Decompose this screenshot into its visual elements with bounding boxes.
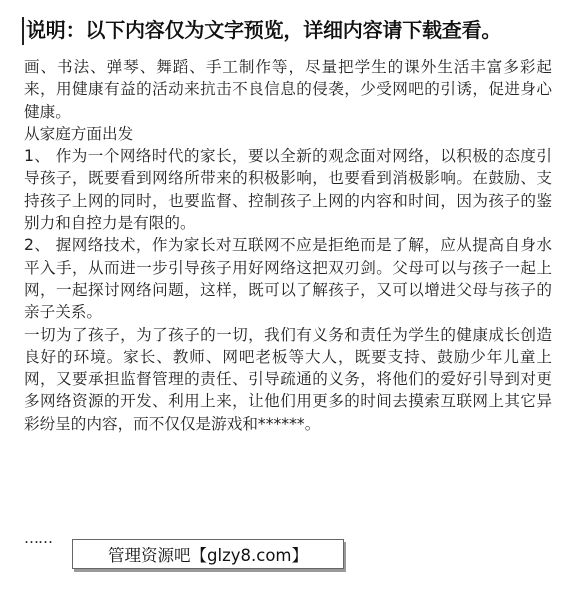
paragraph-point-1: 1、 作为一个网络时代的家长，要以全新的观念面对网络，以积极的态度引导孩子，既要看到网络所带来的积极影响，也要看到消极影响。在鼓励、支持孩子上网的同时，也要监督、控制孩子上网的内容和时间，因为孩子的鉴别力和自控力是有限的。 bbox=[24, 147, 552, 233]
text-cursor bbox=[22, 17, 24, 45]
ellipsis-dots: …… bbox=[24, 529, 52, 547]
paragraph-conclusion: 一切为了孩子，为了孩子的一切，我们有义务和责任为学生的健康成长创造良好的环境。家长、教师、网吧老板等大人，既要支持、鼓励少年儿童上网，又要承担监督管理的责任、引导疏通的义务，将他们的爱好引导到对更多网络资源的开发、利用上来，让他们用更多的时间去摸索互联网上其它异彩纷呈的内容，而不仅仅是游戏和******。 bbox=[24, 325, 552, 433]
section-heading-family: 从家庭方面出发 bbox=[24, 124, 134, 143]
document-body bbox=[24, 56, 552, 435]
site-source-label: 管理资源吧【glzy8.com】 bbox=[72, 539, 344, 569]
preview-notice: 说明：以下内容仅为文字预览，详细内容请下载查看。 bbox=[26, 18, 502, 42]
paragraph-intro: 画、书法、弹琴、舞蹈、手工制作等，尽量把学生的课外生活丰富多彩起来，用健康有益的活动来抗击不良信息的侵袭，少受网吧的引诱，促进身心健康。 bbox=[24, 58, 552, 121]
paragraph-point-2: 2、 握网络技术，作为家长对互联网不应是拒绝而是了解，应从提高自身水平入手，从而进一步引导孩子用好网络这把双刃剑。父母可以与孩子一起上网，一起探讨网络问题，这样，既可以了解孩子，又可以增进父母与孩子的亲子关系。 bbox=[24, 236, 552, 322]
